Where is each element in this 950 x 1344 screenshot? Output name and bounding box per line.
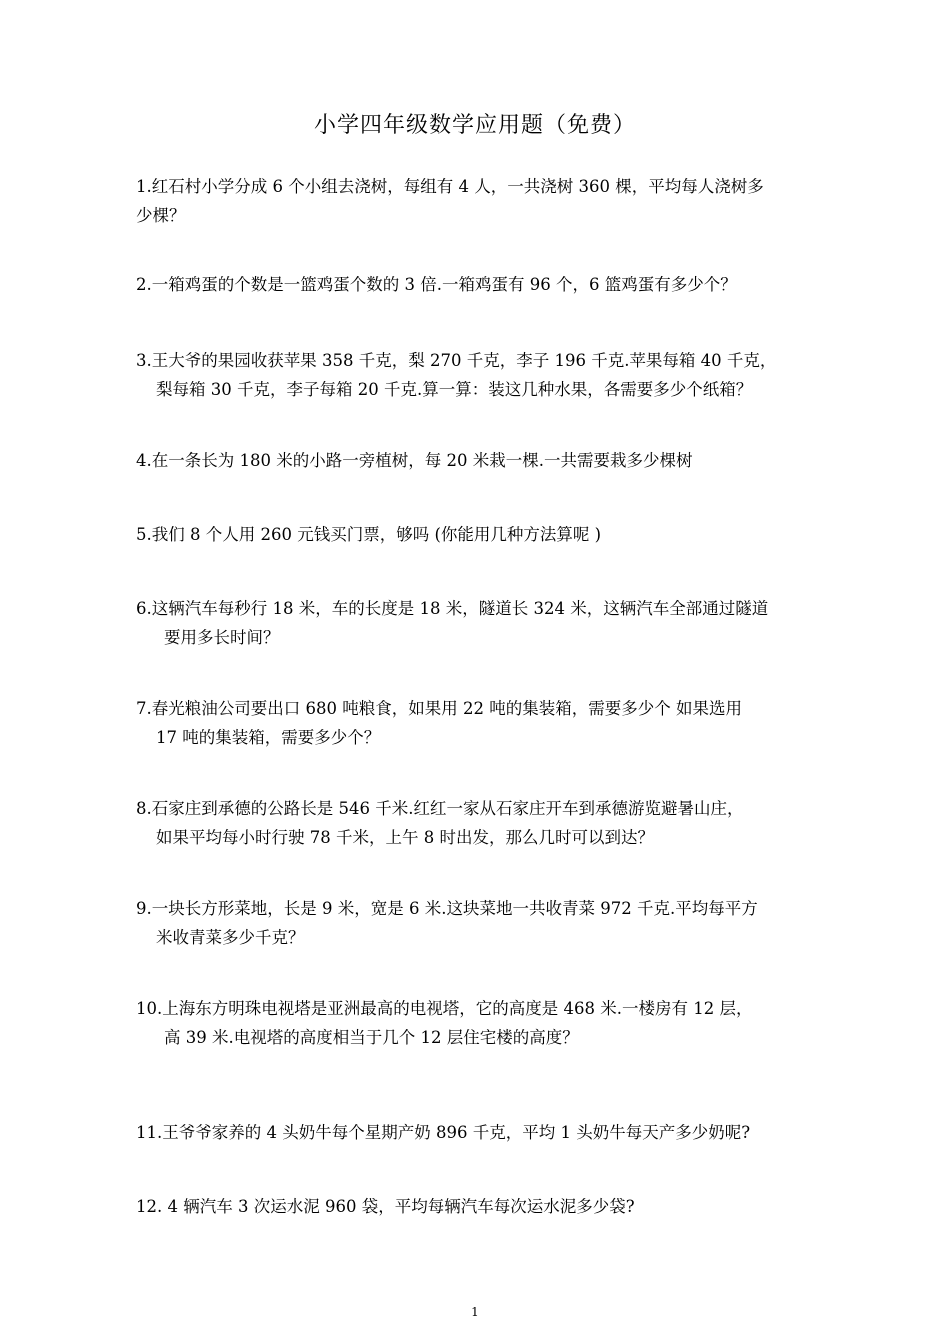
question-5 <box>136 520 830 549</box>
question-4 <box>136 446 830 475</box>
question-1-line-2: 少棵？ <box>136 206 186 225</box>
question-11 <box>136 1118 830 1147</box>
question-8-line-2: 如果平均每小时行驶 78 千米，上午 8 时出发，那么几时可以到达？ <box>156 828 654 847</box>
question-3 <box>136 346 830 404</box>
question-10 <box>136 994 830 1052</box>
question-7-line-1: 7.春光粮油公司要出口 680 吨粮食，如果用 22 吨的集装箱，需要多少个 如果选用 <box>136 699 742 718</box>
question-8 <box>136 794 830 852</box>
question-10-line-2: 高 39 米.电视塔的高度相当于几个 12 层住宅楼的高度？ <box>164 1028 579 1047</box>
question-6-line-1: 6.这辆汽车每秒行 18 米，车的长度是 18 米，隧道长 324 米，这辆汽车全部通过隧道 <box>136 599 769 618</box>
question-6-line-2: 要用多长时间？ <box>164 628 280 647</box>
question-12-line-1: 12. 4 辆汽车 3 次运水泥 960 袋，平均每辆汽车每次运水泥多少袋? <box>136 1197 635 1216</box>
question-4-line-1: 4.在一条长为 180 米的小路一旁植树，每 20 米栽一棵.一共需要栽多少棵树 <box>136 451 693 470</box>
question-9 <box>136 894 830 952</box>
question-2 <box>136 270 830 299</box>
question-9-line-1: 9.一块长方形菜地，长是 9 米，宽是 6 米.这块菜地一共收青菜 972 千克.平均每平方 <box>136 899 758 918</box>
question-9-line-2: 米收青菜多少千克？ <box>156 928 305 947</box>
question-11-line-1: 11.王爷爷家养的 4 头奶牛每个星期产奶 896 千克，平均 1 头奶牛每天产多少奶呢? <box>136 1123 751 1142</box>
question-7 <box>136 694 830 752</box>
question-12 <box>136 1192 830 1221</box>
page-title: 小学四年级数学应用题（免费） <box>313 113 636 138</box>
question-2-line-1: 2.一箱鸡蛋的个数是一篮鸡蛋个数的 3 倍.一箱鸡蛋有 96 个，6 篮鸡蛋有多少个？ <box>136 275 737 294</box>
question-6 <box>136 594 830 652</box>
question-7-line-2: 17 吨的集装箱，需要多少个？ <box>156 728 381 747</box>
page-number: 1 <box>471 1305 479 1319</box>
question-5-line-1: 5.我们 8 个人用 260 元钱买门票，够吗 (你能用几种方法算呢 ) <box>136 525 602 544</box>
question-8-line-1: 8.石家庄到承德的公路长是 546 千米.红红一家从石家庄开车到承德游览避暑山庄， <box>136 799 744 818</box>
question-1-line-1: 1.红石村小学分成 6 个小组去浇树，每组有 4 人，一共浇树 360 棵，平均每人浇树多 <box>136 177 764 196</box>
question-1 <box>136 172 830 230</box>
question-10-line-1: 10.上海东方明珠电视塔是亚洲最高的电视塔，它的高度是 468 米.一楼房有 12 层， <box>136 999 753 1018</box>
question-3-line-1: 3.王大爷的果园收获苹果 358 千克，梨 270 千克，李子 196 千克.苹果每箱 40 千克， <box>136 351 777 370</box>
question-3-line-2: 梨每箱 30 千克，李子每箱 20 千克.算一算：装这几种水果，各需要多少个纸箱？ <box>156 380 753 399</box>
